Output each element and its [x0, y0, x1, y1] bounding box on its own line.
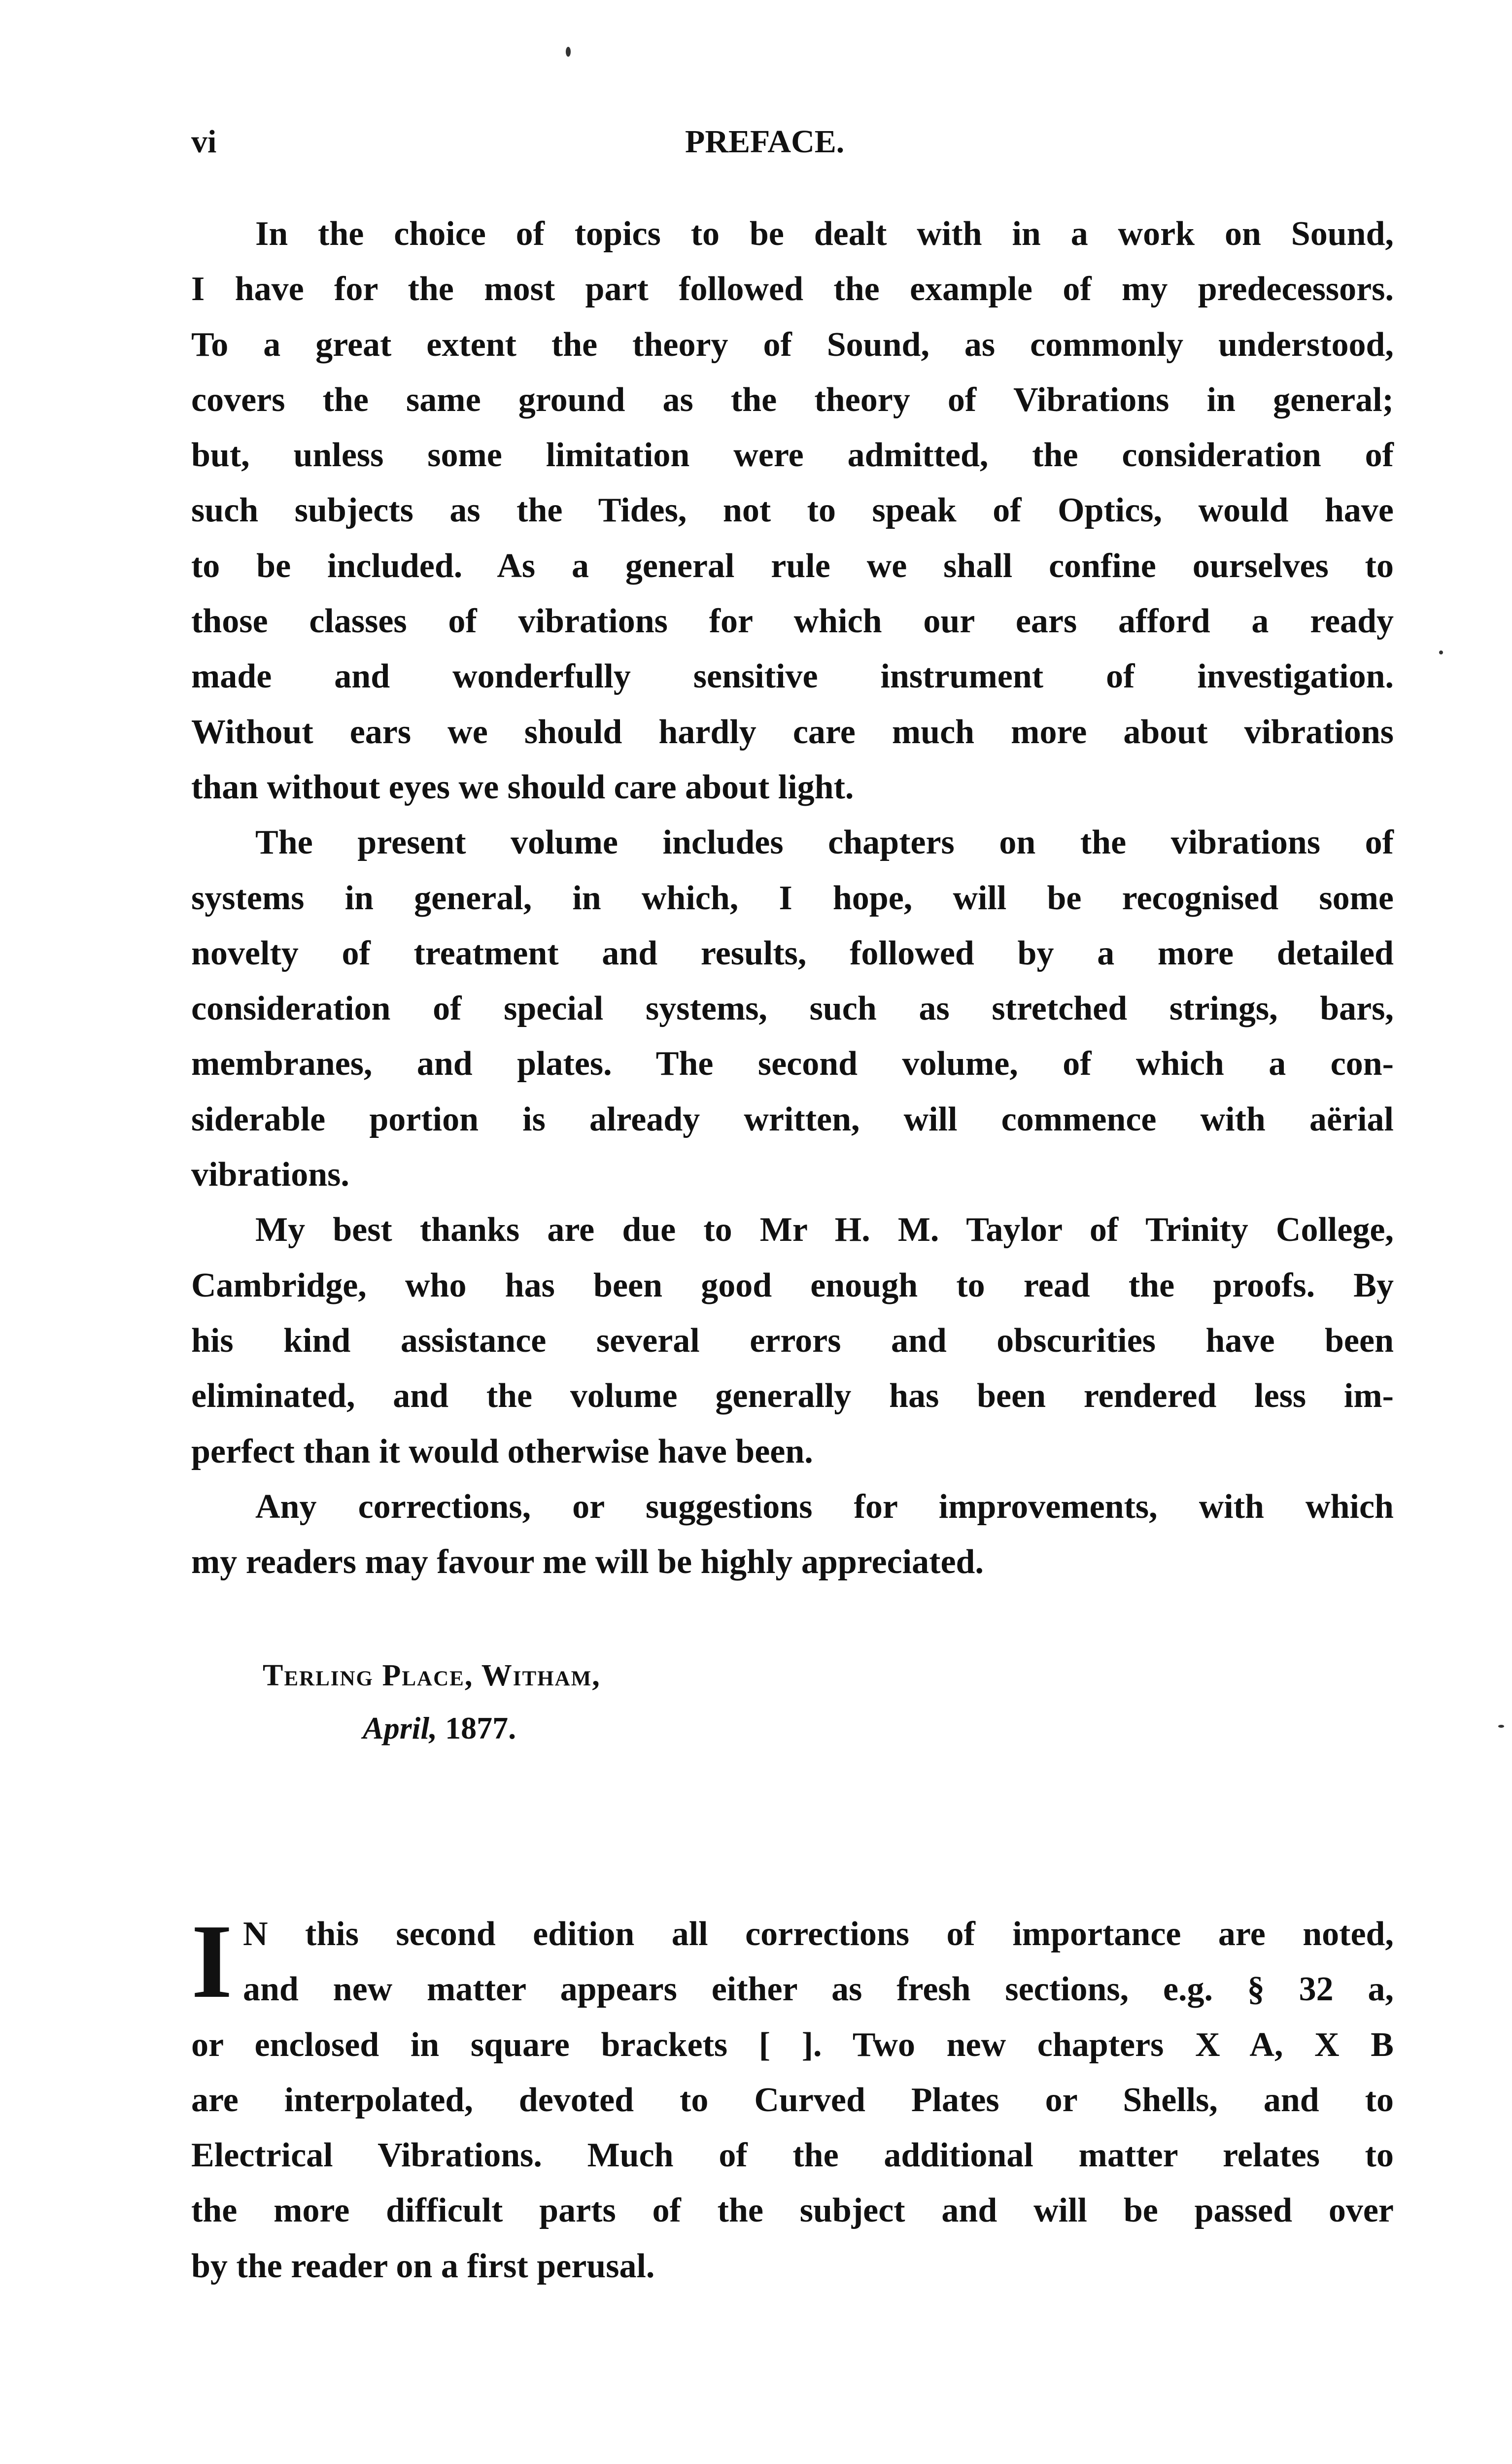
- text-line: to be included. As a general rule we shall confine ourselves to: [191, 547, 1394, 585]
- text-line: N this second edition all corrections of importance are noted,: [243, 1915, 1394, 1953]
- text-line: but, unless some limitation were admitted, the consideration of: [191, 436, 1394, 475]
- text-line: I have for the most part followed the example of my predecessors.: [191, 270, 1394, 308]
- text-line: siderable portion is already written, will commence with aërial: [191, 1100, 1394, 1138]
- scan-speck: [1498, 1725, 1504, 1728]
- text-line: my readers may favour me will be highly appreciated.: [191, 1543, 984, 1581]
- text-line: such subjects as the Tides, not to speak of Optics, would have: [191, 491, 1394, 530]
- signature-year: 1877.: [445, 1711, 516, 1745]
- drop-cap: I: [191, 1902, 233, 2020]
- page-number: vi: [191, 124, 217, 160]
- text-line: Any corrections, or suggestions for improvements, with which: [255, 1487, 1394, 1526]
- running-title: PREFACE.: [685, 124, 845, 160]
- text-line: eliminated, and the volume generally has been rendered less im-: [191, 1377, 1394, 1415]
- text-line: his kind assistance several errors and obscurities have been: [191, 1321, 1394, 1360]
- text-line: Cambridge, who has been good enough to read the proofs. By: [191, 1266, 1394, 1304]
- text-line: novelty of treatment and results, followed by a more detailed: [191, 934, 1394, 972]
- text-line: perfect than it would otherwise have been.: [191, 1432, 813, 1471]
- preface-body: [191, 206, 1394, 1590]
- text-line: those classes of vibrations for which our ears afford a ready: [191, 602, 1394, 641]
- second-edition-note: [191, 1902, 1394, 2294]
- text-line: Electrical Vibrations. Much of the additional matter relates to: [191, 2136, 1394, 2175]
- text-line: are interpolated, devoted to Curved Plates or Shells, and to: [191, 2081, 1394, 2119]
- text-line: than without eyes we should care about light.: [191, 768, 854, 806]
- signature-date: [363, 1710, 516, 1746]
- text-line: the more difficult parts of the subject and will be passed over: [191, 2191, 1394, 2230]
- text-line: My best thanks are due to Mr H. M. Taylor of Trinity College,: [255, 1211, 1394, 1249]
- text-line: Without ears we should hardly care much more about vibrations: [191, 713, 1394, 751]
- text-line: To a great extent the theory of Sound, as commonly understood,: [191, 325, 1394, 364]
- text-line: or enclosed in square brackets [ ]. Two new chapters X A, X B: [191, 2025, 1394, 2064]
- scan-speck: [566, 47, 571, 57]
- text-line: made and wonderfully sensitive instrument of investigation.: [191, 657, 1394, 696]
- text-line: consideration of special systems, such as stretched strings, bars,: [191, 990, 1394, 1028]
- text-line: by the reader on a first perusal.: [191, 2247, 655, 2285]
- text-line: vibrations.: [191, 1156, 349, 1194]
- text-line: and new matter appears either as fresh sections, e.g. § 32 a,: [243, 1970, 1394, 2009]
- text-line: membranes, and plates. The second volume, of which a con-: [191, 1045, 1394, 1083]
- signature-place: Terling Place, Witham,: [263, 1659, 601, 1692]
- text-line: systems in general, in which, I hope, will be recognised some: [191, 879, 1394, 917]
- text-line: covers the same ground as the theory of Vibrations in general;: [191, 380, 1394, 419]
- scan-speck: [1439, 650, 1443, 654]
- text-line: The present volume includes chapters on the vibrations of: [255, 823, 1394, 862]
- signature-month: April,: [363, 1711, 438, 1745]
- text-line: In the choice of topics to be dealt with in a work on Sound,: [255, 215, 1394, 253]
